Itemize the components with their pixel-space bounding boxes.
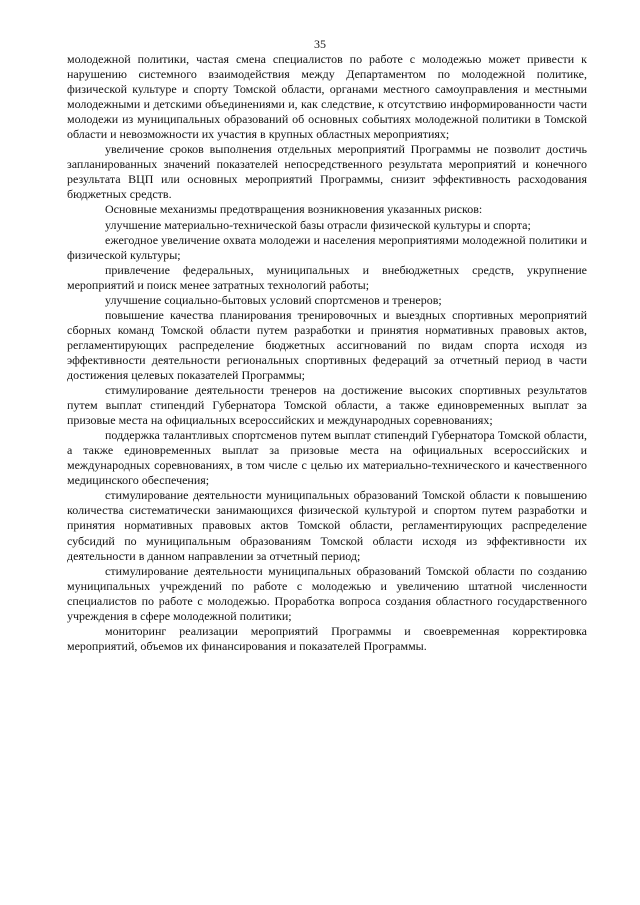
paragraph: поддержка талантливых спортсменов путем выплат стипендий Губернатора Томской области, а также единовременных выплат за призовые места на официальных всероссийских и международных соревнованиях, в том числе с целью их материально-технического и качественного медицинского обеспечения; [67, 428, 587, 488]
paragraph: стимулирование деятельности муниципальных образований Томской области к повышению количества систематически занимающихся физической культурой и спортом путем разработки и принятия нормативных правовых актов Томской области, регламентирующих распределение субсидий по муниципальным образованиям Томской области исходя из эффективности их деятельности в данном направлении за отчетный период; [67, 488, 587, 563]
page-number: 35 [314, 37, 326, 51]
paragraph: повышение качества планирования тренировочных и выездных спортивных мероприятий сборных команд Томской области путем разработки и принятия нормативных правовых актов, регламентирующих распределение бюджетных ассигнований по видам спорта исходя из эффективности деятельности региональных спортивных федераций за отчетный период в части достижения целевых показателей Программы; [67, 307, 587, 382]
paragraph: улучшение материально-технической базы отрасли физической культуры и спорта; [105, 217, 531, 232]
paragraph: привлечение федеральных, муниципальных и внебюджетных средств, укрупнение мероприятий и поиск менее затратных технологий работы; [67, 262, 587, 292]
paragraph: стимулирование деятельности муниципальных образований Томской области по созданию муниципальных учреждений по работе с молодежью и увеличению штатной численности специалистов по работе с молодежью. Проработка вопроса создания областного государственного учреждения в сфере молодежной политики; [67, 563, 587, 623]
paragraph: увеличение сроков выполнения отдельных мероприятий Программы не позволит достичь запланированных значений показателей непосредственного результата мероприятий и конечного результата ВЦП или основных мероприятий Программы, снизит эффективность расходования бюджетных средств. [67, 142, 587, 202]
paragraph: стимулирование деятельности тренеров на достижение высоких спортивных результатов путем выплат стипендий Губернатора Томской области, а также единовременных выплат за призовые места на официальных всероссийских и международных соревнованиях; [67, 383, 587, 428]
paragraph: Основные механизмы предотвращения возникновения указанных рисков: [105, 202, 483, 217]
paragraph: улучшение социально-бытовых условий спортсменов и тренеров; [105, 292, 442, 307]
document-body [67, 52, 587, 654]
paragraph: мониторинг реализации мероприятий Программы и своевременная корректировка мероприятий, объемов их финансирования и показателей Программы. [67, 623, 587, 653]
paragraph: молодежной политики, частая смена специалистов по работе с молодежью может привести к нарушению системного взаимодействия между Департаментом по молодежной политике, физической культуре и спорту Томской области, органами местного самоуправления и местными молодежными и детскими объединениями и, как следствие, к отсутствию информированности части молодежи из муниципальных образований об основных событиях молодежной политики в Томской области и невозможности их участия в крупных областных мероприятиях; [67, 52, 587, 142]
paragraph: ежегодное увеличение охвата молодежи и населения мероприятиями молодежной политики и физической культуры; [67, 232, 587, 262]
